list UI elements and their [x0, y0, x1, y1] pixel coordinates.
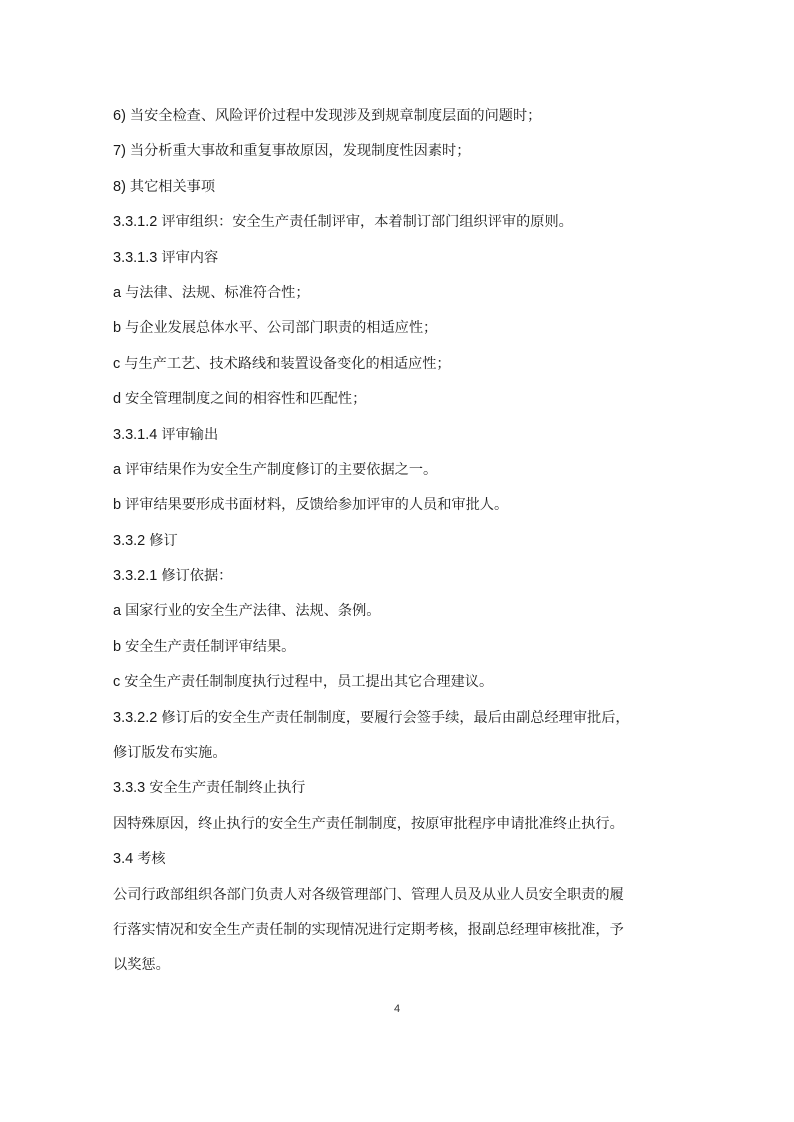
- list-item-7: 7) 当分析重大事故和重复事故原因，发现制度性因素时；: [113, 143, 471, 160]
- list-item-b: b 与企业发展总体水平、公司部门职责的相适应性；: [113, 320, 438, 337]
- list-item-b: b 安全生产责任制评审结果。: [113, 638, 296, 655]
- section-3-3-1-2: 3.3.1.2 评审组织：安全生产责任制评审，本着制订部门组织评审的原则。: [113, 214, 573, 231]
- section-heading-3-4: 3.4 考核: [113, 851, 166, 868]
- list-item-d: d 安全管理制度之间的相容性和匹配性；: [113, 391, 367, 408]
- list-item-6: 6) 当安全检查、风险评价过程中发现涉及到规章制度层面的问题时；: [113, 108, 542, 124]
- page-number: 4: [393, 1003, 401, 1015]
- list-item-a: a 评审结果作为安全生产制度修订的主要依据之一。: [113, 461, 438, 478]
- document-body: [113, 99, 685, 984]
- section-heading-3-3-1-4: 3.3.1.4 评审输出: [113, 426, 219, 443]
- paragraph-assessment-line-3: 以奖惩。: [113, 957, 170, 974]
- paragraph-assessment-line-2: 行落实情况和安全生产责任制的实现情况进行定期考核，报副总经理审核批准，予: [113, 921, 624, 938]
- list-item-8: 8) 其它相关事项: [113, 178, 216, 195]
- paragraph-termination: 因特殊原因，终止执行的安全生产责任制制度，按原审批程序申请批准终止执行。: [113, 815, 624, 832]
- section-heading-3-3-1-3: 3.3.1.3 评审内容: [113, 249, 219, 266]
- section-3-3-2-2-continued: 修订版发布实施。: [113, 745, 227, 762]
- list-item-b: b 评审结果要形成书面材料，反馈给参加评审的人员和审批人。: [113, 497, 509, 514]
- list-item-a: a 与法律、法规、标准符合性；: [113, 284, 310, 301]
- section-heading-3-3-2: 3.3.2 修订: [113, 532, 178, 549]
- list-item-a: a 国家行业的安全生产法律、法规、条例。: [113, 603, 381, 620]
- section-heading-3-3-3: 3.3.3 安全生产责任制终止执行: [113, 780, 306, 797]
- section-3-3-2-2: 3.3.2.2 修订后的安全生产责任制制度，要履行会签手续，最后由副总经理审批后，: [113, 709, 630, 726]
- list-item-c: c 安全生产责任制制度执行过程中，员工提出其它合理建议。: [113, 674, 494, 691]
- section-heading-3-3-2-1: 3.3.2.1 修订依据：: [113, 568, 233, 585]
- list-item-c: c 与生产工艺、技术路线和装置设备变化的相适应性；: [113, 355, 451, 372]
- paragraph-assessment-line-1: 公司行政部组织各部门负责人对各级管理部门、管理人员及从业人员安全职责的履: [113, 886, 624, 903]
